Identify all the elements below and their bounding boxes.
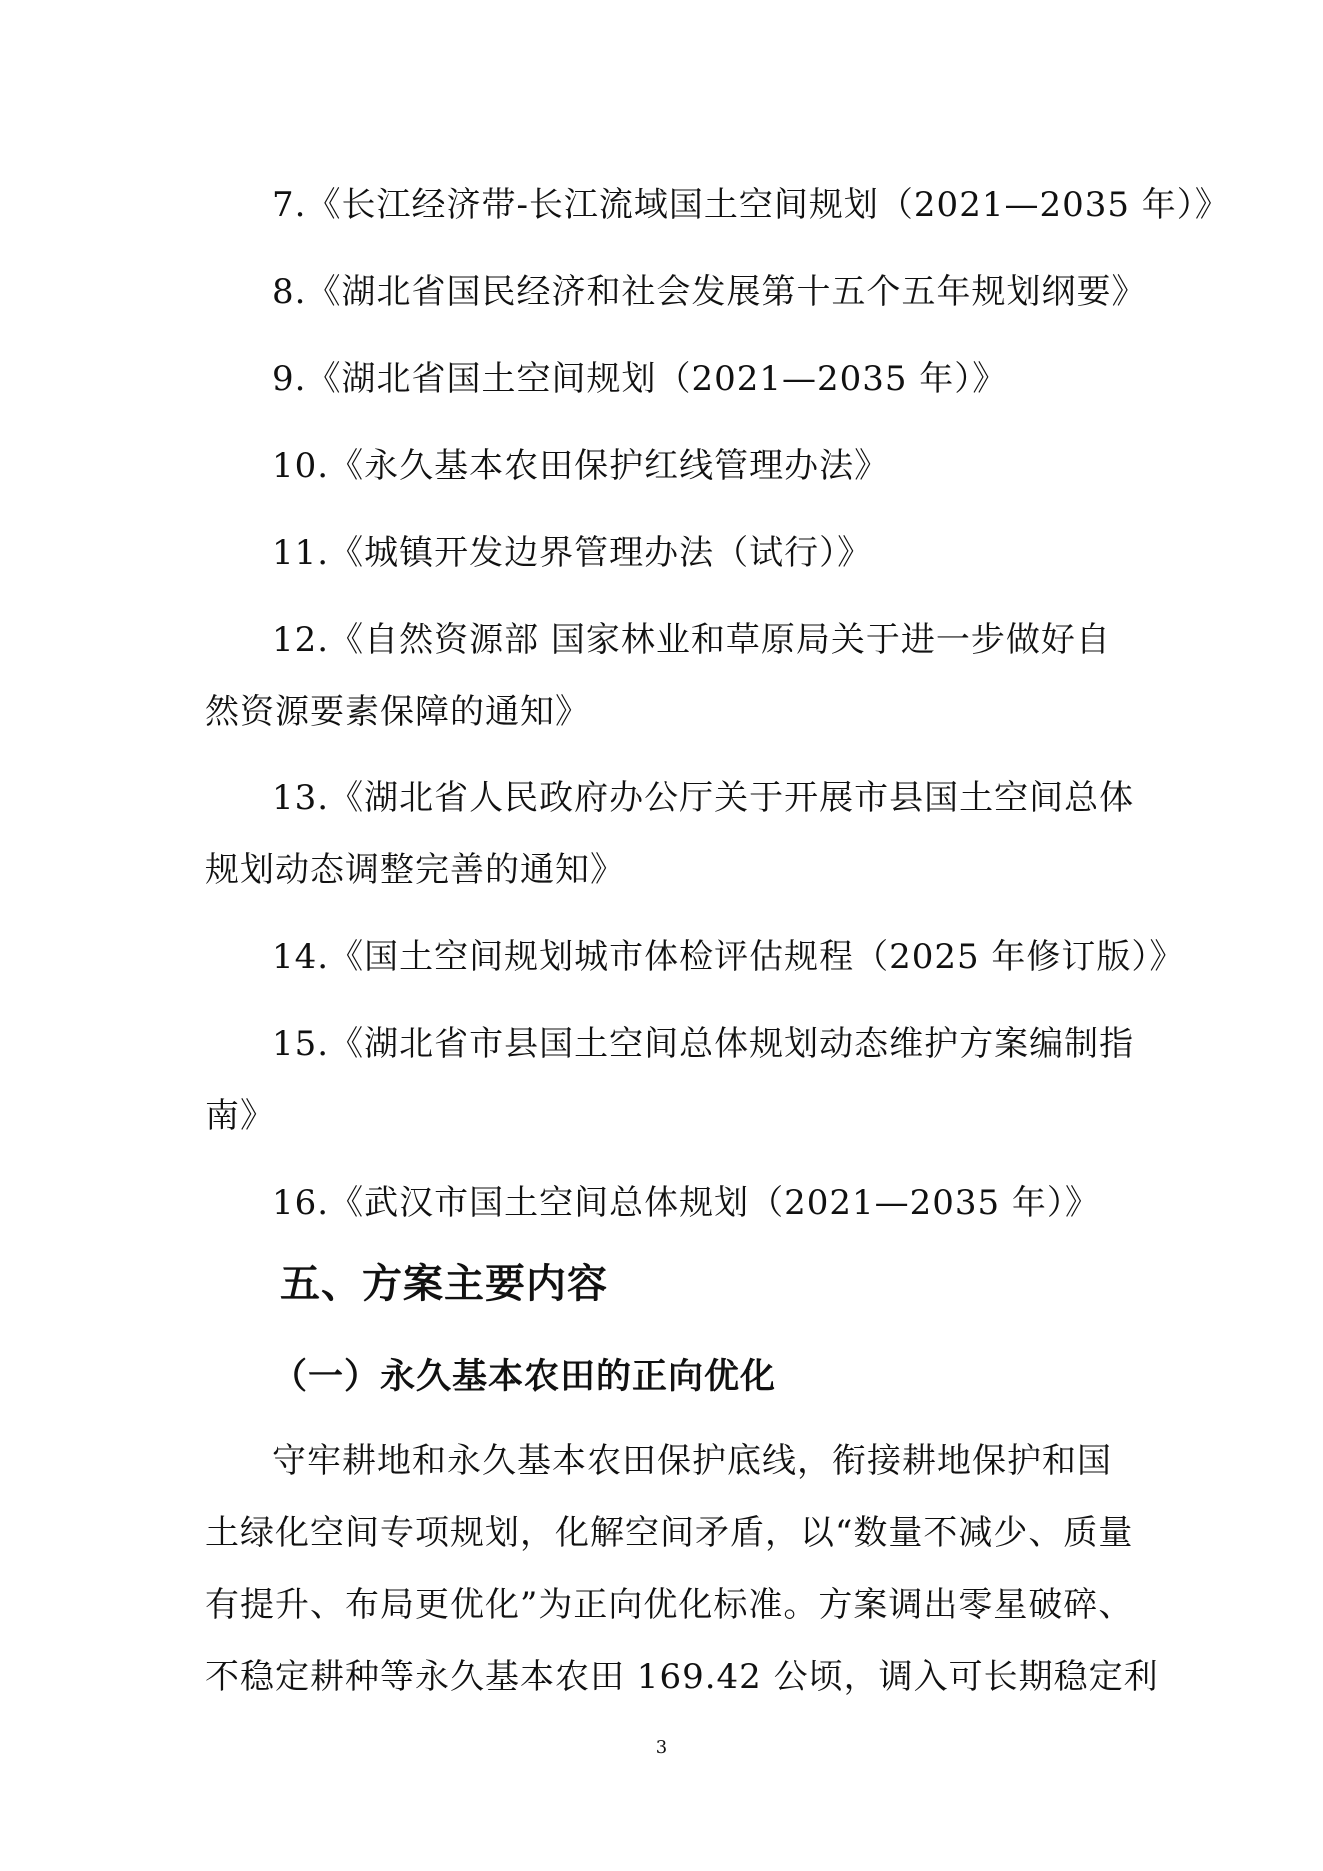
reference-item-15-line-2: 南》 (205, 1096, 275, 1136)
reference-item-9: 9.《湖北省国土空间规划（2021—2035 年）》 (272, 359, 1008, 399)
reference-item-14: 14.《国土空间规划城市体检评估规程（2025 年修订版）》 (272, 937, 1185, 977)
reference-item-12-line-1: 12.《自然资源部 国家林业和草原局关于进一步做好自 (272, 620, 1111, 660)
paragraph-line-4: 不稳定耕种等永久基本农田 169.42 公顷，调入可长期稳定利 (205, 1657, 1159, 1697)
reference-item-7: 7.《长江经济带-长江流域国土空间规划（2021—2035 年）》 (272, 185, 1230, 225)
paragraph-line-3: 有提升、布局更优化”为正向优化标准。方案调出零星破碎、 (205, 1585, 1134, 1625)
reference-item-11: 11.《城镇开发边界管理办法（试行）》 (272, 533, 873, 573)
page-number: 3 (655, 1737, 668, 1758)
reference-item-8: 8.《湖北省国民经济和社会发展第十五个五年规划纲要》 (272, 272, 1147, 312)
reference-item-13-line-1: 13.《湖北省人民政府办公厅关于开展市县国土空间总体 (272, 778, 1135, 818)
reference-item-12-line-2: 然资源要素保障的通知》 (205, 692, 590, 732)
reference-item-10: 10.《永久基本农田保护红线管理办法》 (272, 446, 890, 486)
reference-item-13-line-2: 规划动态调整完善的通知》 (205, 850, 625, 890)
paragraph-line-1: 守牢耕地和永久基本农田保护底线，衔接耕地保护和国 (272, 1441, 1112, 1481)
reference-item-16: 16.《武汉市国土空间总体规划（2021—2035 年）》 (272, 1183, 1100, 1223)
reference-item-15-line-1: 15.《湖北省市县国土空间总体规划动态维护方案编制指 (272, 1024, 1135, 1064)
paragraph-line-2: 土绿化空间专项规划，化解空间矛盾，以“数量不减少、质量 (205, 1513, 1134, 1553)
section-heading: 五、方案主要内容 (280, 1261, 608, 1307)
subsection-heading: （一）永久基本农田的正向优化 (272, 1357, 777, 1397)
